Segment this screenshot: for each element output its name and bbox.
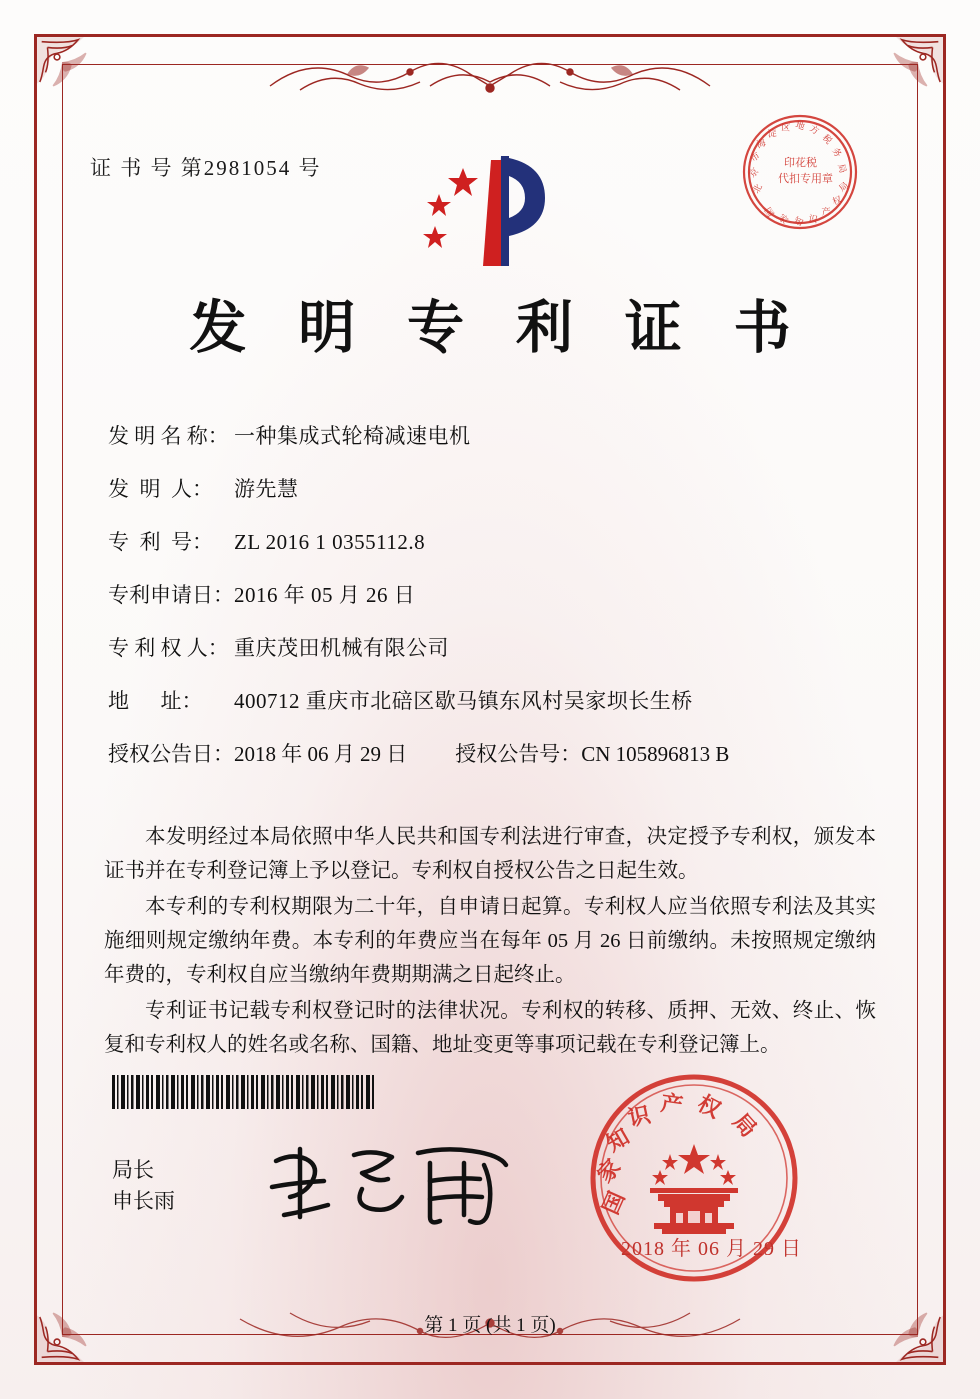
svg-text:代扣专用章: 代扣专用章 bbox=[778, 172, 833, 185]
field-patent-number bbox=[108, 526, 880, 556]
grant-date-value: 2018 年 06 月 29 日 bbox=[234, 742, 408, 766]
field-value: 游先慧 bbox=[234, 477, 299, 501]
field-label: 专 利 号： bbox=[108, 530, 213, 554]
field-value: 重庆茂田机械有限公司 bbox=[234, 636, 449, 660]
svg-text:知: 知 bbox=[602, 1123, 635, 1158]
field-value: 400712 重庆市北碚区歇马镇东风村吴家坝长生桥 bbox=[234, 689, 693, 713]
paragraph-2: 本专利的专利权期限为二十年，自申请日起算。专利权人应当依照专利法及其实施细则规定缴纳年费。本专利的年费应当在每年 05 月 26 日前缴纳。未按照规定缴纳年费的，专利权自应当缴纳年费期期满之日起终止。 bbox=[104, 896, 876, 986]
issue-date: 2018 年 06 月 29 日 bbox=[621, 1238, 802, 1260]
corner-ornament-top-right-icon bbox=[850, 34, 946, 130]
handwritten-signature-icon bbox=[258, 1135, 518, 1230]
svg-text:识: 识 bbox=[625, 1101, 653, 1132]
grant-number-value: CN 105896813 B bbox=[581, 742, 730, 766]
svg-text:京: 京 bbox=[747, 166, 762, 181]
svg-text:局: 局 bbox=[837, 180, 851, 195]
svg-text:印花税: 印花税 bbox=[784, 156, 817, 169]
certificate-number: 证 书 号 第2981054 号 bbox=[90, 156, 322, 180]
director-title-label: 局长 bbox=[112, 1158, 154, 1182]
svg-text:权: 权 bbox=[831, 195, 844, 208]
field-label: 发 明 人： bbox=[108, 477, 213, 501]
field-label: 发 明 名 称： bbox=[108, 424, 229, 448]
field-inventor bbox=[108, 473, 880, 503]
svg-text:家: 家 bbox=[775, 212, 790, 227]
field-value: 一种集成式轮椅减速电机 bbox=[234, 424, 471, 448]
field-label: 专利申请日： bbox=[108, 583, 234, 607]
svg-text:局: 局 bbox=[835, 163, 848, 175]
page-number: 第 1 页 (共 1 页) bbox=[424, 1315, 556, 1336]
grant-date-label: 授权公告日： bbox=[108, 742, 234, 766]
svg-text:务: 务 bbox=[829, 146, 843, 160]
svg-text:海: 海 bbox=[755, 138, 768, 151]
field-patentee bbox=[108, 632, 880, 662]
svg-text:市: 市 bbox=[749, 151, 763, 165]
barcode bbox=[112, 1075, 377, 1109]
fields-list bbox=[108, 420, 880, 791]
field-value: 2016 年 05 月 26 日 bbox=[234, 583, 416, 607]
svg-text:国: 国 bbox=[597, 1187, 631, 1219]
svg-text:家: 家 bbox=[592, 1154, 627, 1189]
top-ornament-icon bbox=[260, 46, 720, 102]
field-value: ZL 2016 1 0355112.8 bbox=[234, 530, 426, 554]
field-address bbox=[108, 685, 880, 715]
svg-text:方: 方 bbox=[807, 124, 821, 138]
paragraph-1: 本发明经过本局依照中华人民共和国专利法进行审查，决定授予专利权，颁发本证书并在专利登记簿上予以登记。专利权自授权公告之日起生效。 bbox=[104, 826, 876, 882]
cnipa-logo-icon bbox=[405, 150, 575, 270]
svg-text:税: 税 bbox=[819, 133, 834, 147]
paragraph-3: 专利证书记载专利权登记时的法律状况。专利权的转移、质押、无效、终止、恢复和专利权人的姓名或名称、国籍、地址变更等事项记载在专利登记簿上。 bbox=[104, 1000, 876, 1056]
svg-text:产: 产 bbox=[659, 1090, 685, 1120]
field-label: 地 址： bbox=[108, 689, 203, 713]
svg-text:地: 地 bbox=[794, 120, 806, 133]
field-label: 专 利 权 人： bbox=[108, 636, 229, 660]
page-title: 发 明 专 利 证 书 bbox=[189, 294, 807, 361]
field-application-date bbox=[108, 579, 880, 609]
grant-number-label: 授权公告号： bbox=[455, 742, 582, 766]
director-name: 申长雨 bbox=[112, 1189, 175, 1213]
svg-text:国: 国 bbox=[761, 206, 775, 220]
svg-text:局: 局 bbox=[727, 1108, 762, 1143]
svg-text:产: 产 bbox=[821, 207, 832, 218]
svg-text:权: 权 bbox=[693, 1090, 725, 1124]
svg-text:北: 北 bbox=[751, 182, 765, 196]
svg-text:区: 区 bbox=[780, 123, 791, 134]
field-invention-name bbox=[108, 420, 880, 450]
svg-text:识: 识 bbox=[807, 214, 819, 226]
svg-text:淀: 淀 bbox=[767, 128, 778, 140]
svg-text:知: 知 bbox=[791, 215, 805, 229]
field-grant-row bbox=[108, 738, 880, 768]
tax-stamp-icon bbox=[738, 110, 862, 234]
corner-ornament-top-left-icon bbox=[34, 34, 130, 130]
signature-block bbox=[112, 1155, 175, 1217]
body-text bbox=[104, 820, 876, 1064]
